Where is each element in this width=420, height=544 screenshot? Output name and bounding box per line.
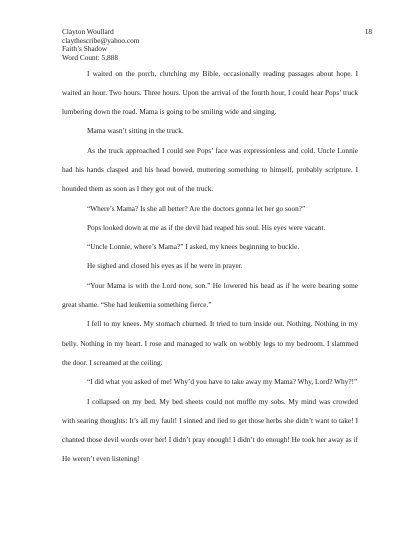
author-name: Clayton Woullard [62, 27, 114, 36]
page-number: 18 [364, 27, 372, 36]
paragraph: Pops looked down at me as if the devil had reaped his soul. His eyes were vacant. [87, 222, 326, 232]
paragraph: Mama wasn’t sitting in the truck. [87, 126, 184, 136]
paragraph: I fell to my knees. My stomach churned. It tried to turn inside out. Nothing. Nothing in my belly. Nothing in my heart. I rose and managed to walk on wobbly legs to my bedroom. I slammed the door. I screamed at the ceiling. [62, 319, 358, 367]
author-email: claythescribe@yahoo.com [62, 35, 140, 45]
paragraph: “Where’s Mama? Is she all better? Are the doctors gonna let her go soon?” [87, 203, 306, 213]
paragraph: “Your Mama is with the Lord now, son.” He lowered his head as if he were bearing some great shame. “She had leukemia something fierce.” [62, 280, 358, 310]
manuscript-header [62, 28, 139, 62]
paragraph: I waited on the porch, clutching my Bible, occasionally reading passages about hope. I waited an hour. Two hours. Three hours. Upon the arrival of the fourth hour, I could hear Pops’ truck lumbering down the road. Mama is going to be smiling wide and singing. [62, 68, 358, 117]
paragraph: As the truck approached I could see Pops’ face was expressionless and cold. Uncle Lonnie had his hands clasped and his head bowed, muttering something to himself, probably scripture. I hounded them as soon as I they got out of the truck. [62, 145, 358, 194]
word-count: Word Count: 5,888 [62, 52, 118, 62]
paragraph: I collapsed on my bed. My bed sheets could not muffle my sobs. My mind was crowded with searing thoughts: It’s all my fault! I sinned and lied to get those herbs she didn’t want to take! I chanted those devil words over her! I didn’t pray enough! I didn’t do enough! He took her away as if He weren’t even listening! [62, 396, 358, 464]
paragraph: “I did what you asked of me! Why’d you have to take away my Mama? Why, Lord? Why?!” [87, 377, 358, 387]
story-body [62, 64, 358, 469]
paragraph: He sighed and closed his eyes as if he were in prayer. [87, 261, 243, 271]
story-title: Faith’s Shadow [62, 44, 108, 54]
paragraph: “Uncle Lonnie, where’s Mama?” I asked, my knees beginning to buckle. [87, 242, 300, 252]
